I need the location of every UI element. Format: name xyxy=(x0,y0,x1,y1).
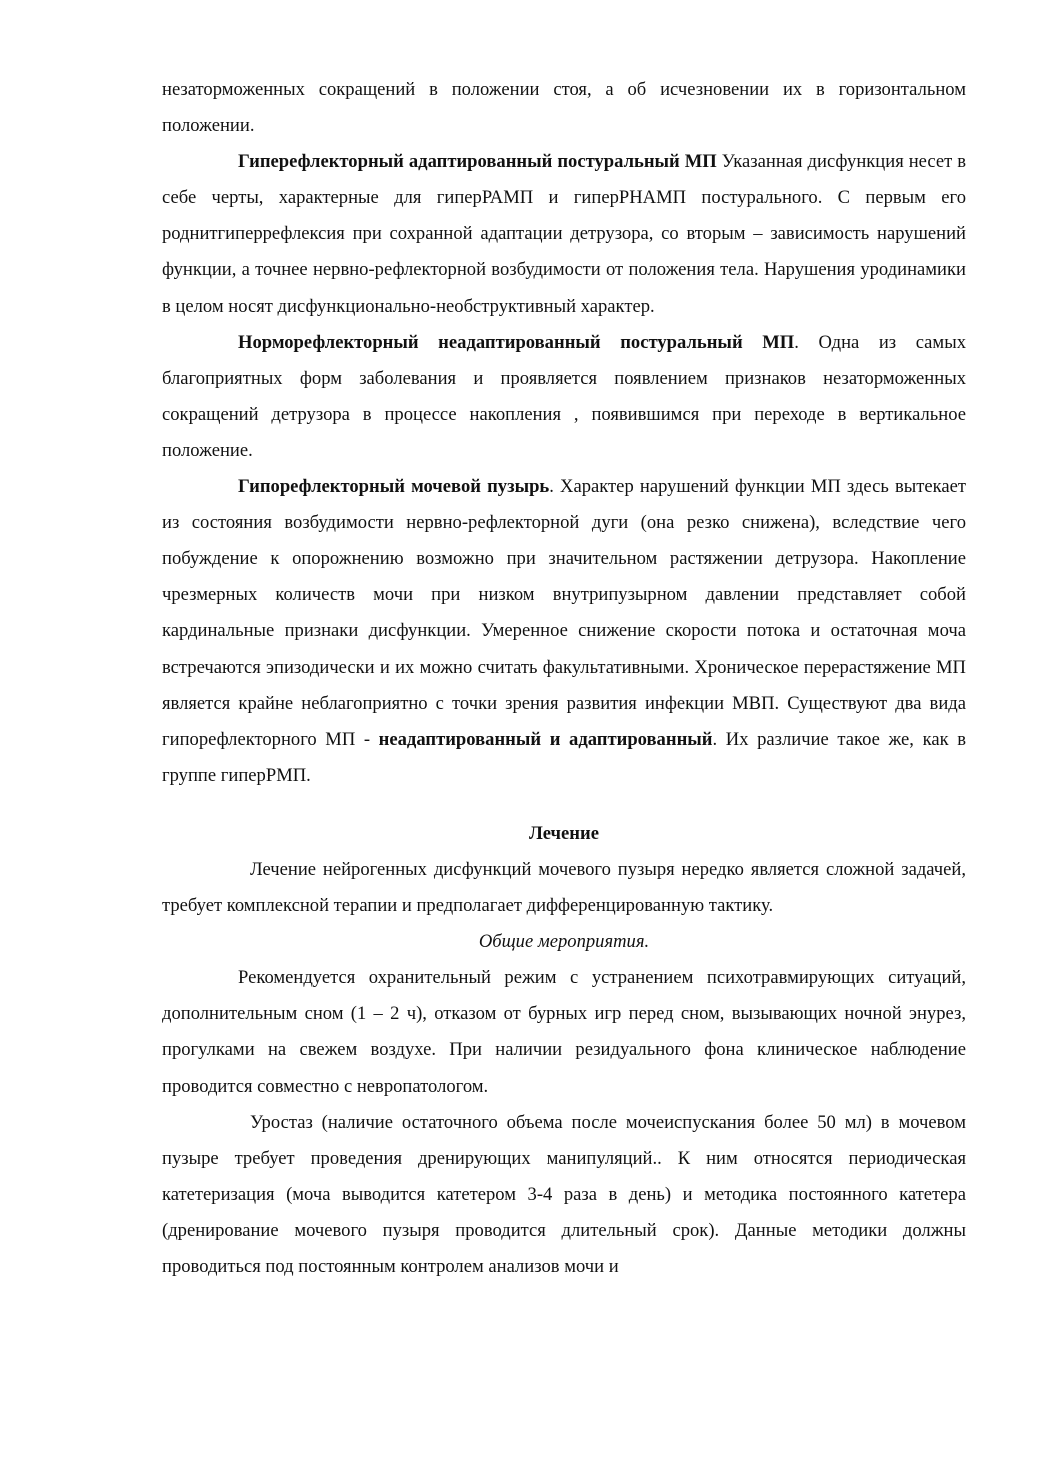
paragraph-urostasis: Уростаз (наличие остаточного объема после мочеиспускания более 50 мл) в мочевом пузыре требует проведения дренирующих манипуляций.. К ним относятся периодическая катетеризация (моча выводится катетером 3-4 раза в день) и методика постоянного катетера (дренирование мочевого пузыря проводится длительный срок). Данные методики должны проводиться под постоянным контролем анализов мочи и xyxy=(162,1111,966,1277)
paragraph-general-measures: Рекомендуется охранительный режим с устранением психотравмирующих ситуаций, дополнительным сном (1 – 2 ч), отказом от бурных игр перед сном, вызывающих ночной энурез, прогулками на свежем воздухе. При наличии резидуального фона клиническое наблюдение проводится совместно с невропатологом. xyxy=(162,967,966,1097)
document-page xyxy=(162,72,966,1285)
section-gap xyxy=(162,794,966,816)
paragraph-text: Указанная дисфункция несет в себе черты, характерные для гиперРАМП и гиперРНАМП постурального. С первым его роднитгиперрефлексия при сохранной адаптации детрузора, со вторым – зависимость нарушений функции, а точнее нервно-рефлекторной возбудимости от положения тела. Нарушения уродинамики в целом носят дисфункционально-необструктивный характер. xyxy=(162,151,966,317)
paragraph-hyporeflex-bladder xyxy=(162,469,966,794)
paragraph-hyperreflex-adapted-postural xyxy=(162,144,966,324)
paragraph-term: Норморефлекторный неадаптированный постуральный МП xyxy=(238,331,795,353)
paragraph-term: Гиперефлекторный адаптированный постуральный МП xyxy=(238,151,717,173)
paragraph-continuation xyxy=(162,72,966,144)
paragraph-text-end: . Их различие такое же, как в группе гиперРМП. xyxy=(162,728,966,786)
paragraph-normoreflex-nonadapted-postural xyxy=(162,325,966,469)
paragraph-text: незаторможенных сокращений в положении стоя, а об исчезновении их в горизонтальном положении. xyxy=(162,79,966,137)
paragraph-text: . Одна из самых благоприятных форм заболевания и проявляется появлением признаков незаторможенных сокращений детрузора в процессе накопления , появившимся при переходе в вертикальное положение. xyxy=(162,331,966,461)
paragraph-term-secondary: неадаптированный и адаптированный xyxy=(378,728,713,750)
paragraph-text: . Характер нарушений функции МП здесь вытекает из состояния возбудимости нервно-рефлекторной дуги (она резко снижена), вследствие чего побуждение к опорожнению возможно при значительном растяжении детрузора. Накопление чрезмерных количеств мочи при низком внутрипузырном давлении представляет собой кардинальные признаки дисфункции. Умеренное снижение скорости потока и остаточная моча встречаются эпизодически и их можно считать факультативными. Хроническое перерастяжение МП является крайне неблагоприятно с точки зрения развития инфекции МВП. Существуют два вида гипорефлекторного МП - xyxy=(162,476,966,750)
section-intro: Лечение нейрогенных дисфункций мочевого пузыря нередко является сложной задачей, требует комплексной терапии и предполагает дифференцированную тактику. xyxy=(162,858,966,917)
section-title: Лечение xyxy=(529,822,599,844)
paragraph-term: Гипорефлекторный мочевой пузырь xyxy=(238,476,550,498)
subsection-title: Общие мероприятия. xyxy=(478,931,650,953)
